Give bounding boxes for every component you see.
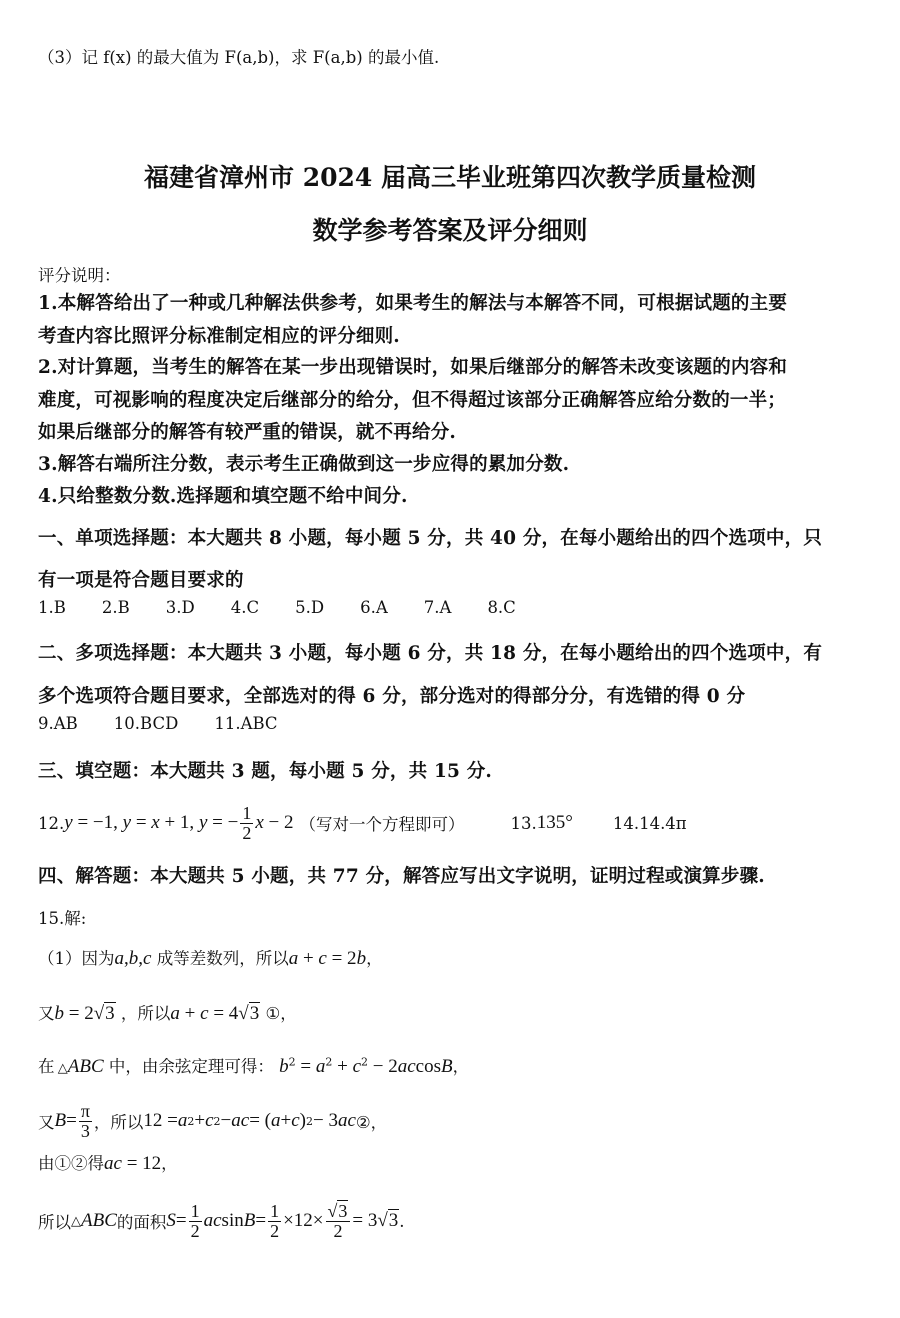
q12-equations: y = −1, y = x + 1, y = − $\frac{1}{2}$ x − 2 — [64, 802, 294, 843]
question-3-line — [38, 44, 439, 68]
answer-7: 7.A — [423, 598, 452, 617]
section-1-answers — [38, 598, 552, 617]
scoring-rule-1a: 1.本解答给出了一种或几种解法供参考，如果考生的解法与本解答不同，可根据试题的主要 — [38, 293, 788, 314]
answer-6: 6.A — [360, 598, 388, 617]
q13-label: 13. — [510, 813, 537, 833]
scoring-rule-2c: 如果后继部分的解答有较严重的错误，就不再给分. — [38, 422, 457, 443]
document-title: 福建省漳州市 2024 届高三毕业班第四次教学质量检测 — [144, 163, 756, 192]
section-3-heading: 三、填空题：本大题共 3 题，每小题 5 分，共 15 分. — [38, 761, 493, 782]
q12-label: 12. — [38, 813, 65, 833]
answer-10: 10.BCD — [113, 714, 179, 733]
document-subtitle: 数学参考答案及评分细则 — [312, 216, 588, 245]
section-4-heading: 四、解答题：本大题共 5 小题，共 77 分，解答应写出文字说明，证明过程或演算步骤. — [38, 866, 765, 887]
math-abc: a — [114, 948, 124, 969]
scoring-rule-4: 4.只给整数分数.选择题和填空题不给中间分. — [38, 486, 408, 507]
answer-9: 9.AB — [38, 714, 78, 733]
solution-step-6: 所以 △ ABC 的面积 S = $\frac{1}{2}$ ac sin B = $\frac{1}{2}$ ×12× $\frac{√3}{2}$ = 3√3 . — [38, 1200, 405, 1241]
section-2-heading-line2: 多个选项符合题目要求，全部选对的得 6 分，部分选对的得部分分，有选错的得 0 分 — [38, 686, 746, 707]
section-1-heading-line1: 一、单项选择题：本大题共 8 小题，每小题 5 分，共 40 分，在每小题给出的四个选项中，只 — [38, 528, 823, 549]
answer-11: 11.ABC — [214, 714, 278, 733]
top-line: （3）记 f(x) 的最大值为 F(a,b)，求 F(a,b) 的最小值. — [38, 48, 440, 67]
section-1-heading-line2: 有一项是符合题目要求的 — [38, 570, 244, 591]
scoring-rule-1b: 考查内容比照评分标准制定相应的评分细则. — [38, 326, 400, 347]
section-2-answers — [38, 714, 314, 733]
fraction-one-half: $\frac{1}{2}$ — [242, 802, 252, 843]
fraction-pi-over-3: $\frac{\pi}{3}$ — [80, 1100, 90, 1141]
scoring-rule-3: 3.解答右端所注分数，表示考生正确做到这一步应得的累加分数. — [38, 454, 570, 475]
q14-answer: 14.14.4π — [612, 813, 687, 833]
q12-note: （写对一个方程即可） — [299, 815, 465, 834]
answer-8: 8.C — [487, 598, 516, 617]
answer-2: 2.B — [101, 598, 130, 617]
answer-1: 1.B — [38, 598, 66, 617]
scoring-rule-2b: 难度，可视影响的程度决定后继部分的给分，但不得超过该部分正确解答应给分数的一半； — [38, 390, 787, 411]
q13-answer: 135° — [536, 812, 573, 833]
solution-step-4: 又 B = $\frac{\pi}{3}$ ，所以 12 = a 2 + c 2 − ac = ( a + c ) 2 − 3 ac ②， — [38, 1100, 388, 1141]
solution-step-3: 在 △ABC 中，由余弦定理可得： $b^2 = a^2 + c^2 - 2accosB$， — [38, 1055, 470, 1077]
scoring-rule-2a: 2.对计算题，当考生的解答在某一步出现错误时，如果后继部分的解答未改变该题的内容和 — [38, 357, 788, 378]
q15-label: 15.解: — [38, 909, 87, 928]
answer-4: 4.C — [230, 598, 260, 617]
solution-step-5: 由①②得ac = 12， — [38, 1153, 178, 1174]
scoring-heading: 评分说明： — [38, 266, 121, 285]
fill-in-answers — [38, 796, 687, 850]
solution-step-1: （1）因为a,b,c 成等差数列，所以a + c = 2b， — [38, 948, 383, 969]
solution-step-2: 又b = 2√3 ，所以a + c = 4√3 ①， — [38, 1003, 297, 1024]
answer-5: 5.D — [295, 598, 325, 617]
answer-3: 3.D — [165, 598, 195, 617]
section-2-heading-line1: 二、多项选择题：本大题共 3 小题，每小题 6 分，共 18 分，在每小题给出的四个选项中，有 — [38, 643, 823, 664]
